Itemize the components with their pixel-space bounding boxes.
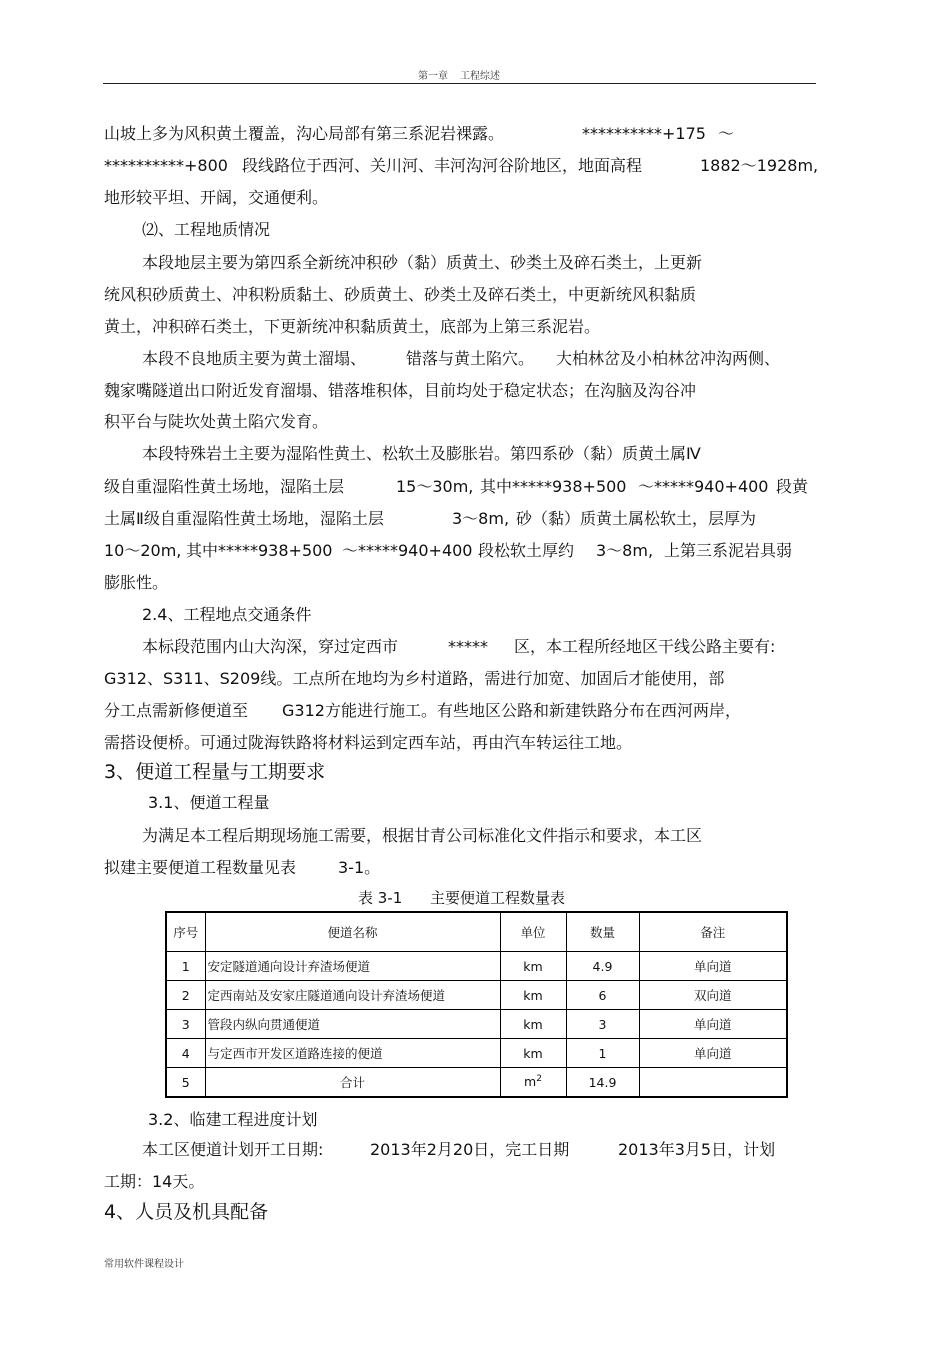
row-name: 与定西市开发区道路连接的便道 <box>205 1039 500 1068</box>
row-no: 1 <box>166 952 205 981</box>
body-line: ～ <box>718 124 735 143</box>
section-subheading: 3.1、便道工程量 <box>148 793 270 812</box>
section-heading-3: 3、便道工程量与工期要求 <box>104 761 326 783</box>
body-line: 需搭设便桥。可通过陇海铁路将材料运到定西车站，再由汽车转运往工地。 <box>104 733 633 752</box>
body-line: 3～8m, <box>596 541 654 560</box>
row-no: 2 <box>166 981 205 1010</box>
body-line: 本标段范围内山大沟深，穿过定西市 <box>142 637 399 656</box>
row-note <box>639 1068 787 1098</box>
row-unit: km <box>500 952 566 981</box>
row-qty: 1 <box>566 1039 639 1068</box>
row-name: 管段内纵向贯通便道 <box>205 1010 500 1039</box>
row-no: 5 <box>166 1068 205 1098</box>
body-line: 统风积砂质黄土、冲积粉质黏土、砂质黄土、砂类土及碎石类土，中更新统风积黏质 <box>104 285 697 304</box>
header-cell: 便道名称 <box>205 912 500 952</box>
row-name: 安定隧道通向设计弃渣场便道 <box>205 952 500 981</box>
body-line: 级自重湿陷性黄土场地，湿陷土层 <box>104 477 345 496</box>
body-line: 山坡上多为风积黄土覆盖，沟心局部有第三系泥岩裸露。 <box>104 124 505 143</box>
table-caption-number: 表 3-1 <box>358 889 403 907</box>
body-line: 本段不良地质主要为黄土溜塌、 <box>142 349 367 368</box>
body-line: 本段地层主要为第四系全新统冲积砂（黏）质黄土、砂类土及碎石类土，上更新 <box>142 253 703 272</box>
row-note: 单向道 <box>639 952 787 981</box>
row-qty: 6 <box>566 981 639 1010</box>
body-line: ***** <box>448 637 488 656</box>
row-no: 3 <box>166 1010 205 1039</box>
table-row <box>166 952 787 981</box>
table-row <box>166 981 787 1010</box>
body-line: 错落与黄土陷穴。 <box>406 349 535 368</box>
table-header-row <box>166 912 787 952</box>
body-line: 为满足本工程后期现场施工需要，根据甘青公司标准化文件指示和要求，本工区 <box>142 826 703 845</box>
row-unit: km <box>500 981 566 1010</box>
header-cell: 数量 <box>566 912 639 952</box>
section-subheading: ⑵、工程地质情况 <box>142 220 271 239</box>
body-line: 1882～1928m, <box>700 156 819 175</box>
header-chapter: 第一章 <box>418 71 448 82</box>
body-line: 15～30m, <box>396 477 474 496</box>
body-line: ～*****940+400 <box>638 477 769 496</box>
row-qty: 3 <box>566 1010 639 1039</box>
body-line: 区，本工程所经地区干线公路主要有: <box>514 637 776 656</box>
body-line: 分工点需新修便道至 <box>104 701 249 720</box>
footer-text: 常用软件课程设计 <box>104 1259 184 1270</box>
body-line: G312方能进行施工。有些地区公路和新建铁路分布在西河两岸， <box>282 701 741 720</box>
body-line: 段松软土厚约 <box>478 541 575 560</box>
body-line: 段黄 <box>776 477 809 496</box>
header-title: 工程综述 <box>460 71 500 82</box>
row-name: 定西南站及安家庄隧道通向设计弃渣场便道 <box>205 981 500 1010</box>
body-line: 其中*****938+500 <box>480 477 627 496</box>
road-quantity-table <box>165 911 788 1098</box>
body-line: **********+800 <box>104 156 228 175</box>
body-line: 拟建主要便道工程数量见表 <box>104 858 297 877</box>
row-unit: km <box>500 1039 566 1068</box>
row-note: 单向道 <box>639 1039 787 1068</box>
row-unit <box>500 1068 566 1098</box>
header-cell: 备注 <box>639 912 787 952</box>
table-row-total <box>166 1068 787 1098</box>
body-line: G312、S311、S209线。工点所在地均为乡村道路，需进行加宽、加固后才能使用，部 <box>104 669 725 688</box>
body-line: 其中*****938+500 <box>186 541 333 560</box>
body-line: 3～8m, <box>452 509 510 528</box>
body-line: 2013年2月20日，完工日期 <box>370 1140 570 1159</box>
body-line: 砂（黏）质黄土属松软土，层厚为 <box>516 509 757 528</box>
body-line: 10～20m, <box>104 541 182 560</box>
row-no: 4 <box>166 1039 205 1068</box>
row-unit: km <box>500 1010 566 1039</box>
table-row <box>166 1010 787 1039</box>
row-note: 单向道 <box>639 1010 787 1039</box>
body-line: 上第三系泥岩具弱 <box>664 541 793 560</box>
header-rule <box>103 83 816 84</box>
body-line: 段线路位于西河、关川河、丰河沟河谷阶地区，地面高程 <box>242 156 643 175</box>
body-line: 地形较平坦、开阔，交通便利。 <box>104 188 329 207</box>
body-line: 本工区便道计划开工日期: <box>142 1140 324 1159</box>
body-line: 大柏林岔及小柏林岔冲沟两侧、 <box>556 349 781 368</box>
section-subheading: 3.2、临建工程进度计划 <box>148 1110 318 1129</box>
row-qty: 4.9 <box>566 952 639 981</box>
section-heading-4: 4、人员及机具配备 <box>104 1201 269 1223</box>
body-line: 本段特殊岩土主要为湿陷性黄土、松软土及膨胀岩。第四系砂（黏）质黄土属Ⅳ <box>142 444 701 463</box>
body-line: **********+175 <box>582 124 706 143</box>
section-subheading: 2.4、工程地点交通条件 <box>142 605 312 624</box>
body-line: 积平台与陡坎处黄土陷穴发育。 <box>104 412 329 431</box>
row-qty: 14.9 <box>566 1068 639 1098</box>
unit-base: m <box>524 1074 537 1090</box>
body-line: 魏家嘴隧道出口附近发育溜塌、错落堆积体，目前均处于稳定状态；在沟脑及沟谷冲 <box>104 381 697 400</box>
header-cell: 序号 <box>166 912 205 952</box>
table-row <box>166 1039 787 1068</box>
body-line: ～*****940+400 <box>342 541 473 560</box>
row-note: 双向道 <box>639 981 787 1010</box>
body-line: 黄土，冲积碎石类土，下更新统冲积黏质黄土，底部为上第三系泥岩。 <box>104 317 601 336</box>
body-line: 膨胀性。 <box>104 573 169 592</box>
header-cell: 单位 <box>500 912 566 952</box>
body-line: 工期：14天。 <box>104 1172 205 1191</box>
body-line: 2013年3月5日，计划 <box>618 1140 776 1159</box>
row-name: 合计 <box>205 1068 500 1098</box>
body-line: 3-1。 <box>338 858 381 877</box>
table-caption-title: 主要便道工程数量表 <box>430 889 566 907</box>
body-line: 土属Ⅱ级自重湿陷性黄土场地，湿陷土层 <box>104 509 384 528</box>
unit-superscript: 2 <box>536 1074 542 1085</box>
